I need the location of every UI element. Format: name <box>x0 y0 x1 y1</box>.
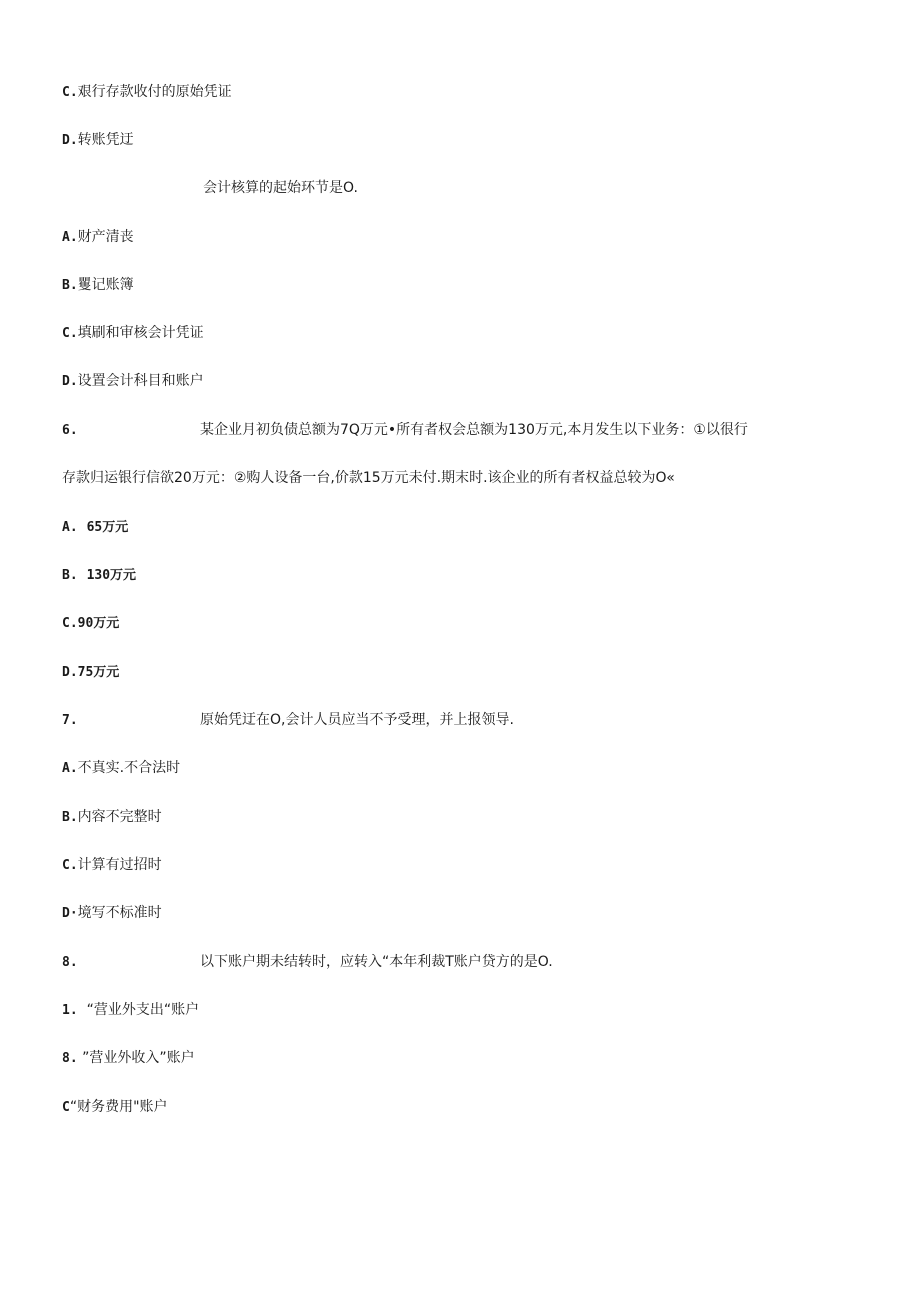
question-8 <box>62 952 553 973</box>
option-text: 内容不完整时 <box>77 809 162 825</box>
option-text: 境写不标准时 <box>77 905 162 921</box>
option-label: B. <box>62 278 78 293</box>
option-a <box>62 227 134 248</box>
option-text: 65万元 <box>86 520 129 535</box>
option-label: B. <box>62 810 78 825</box>
option-d <box>62 662 119 683</box>
option-b <box>62 807 162 828</box>
option-d <box>62 903 162 924</box>
option-text: 90万元 <box>77 616 120 631</box>
option-text: 矍记账簿 <box>77 277 134 293</box>
question-text: 原始凭迂在O,会计人员应当不予受理，并上报领导. <box>200 712 514 728</box>
option-label: D. <box>62 665 78 680</box>
question-text: 会计核算的起始环节是O. <box>203 180 358 196</box>
option-c <box>62 1097 168 1118</box>
option-label: 8. <box>62 1051 78 1066</box>
option-label: C. <box>62 326 78 341</box>
option-label: C. <box>62 858 78 873</box>
option-label: A. <box>62 761 78 776</box>
option-text: 计算有过招时 <box>77 857 162 873</box>
option-d <box>62 371 204 392</box>
option-c <box>62 82 232 103</box>
question-text: 某企业月初负债总额为7Q万元•所有者权会总额为130万元,本月发生以下业务：①以很行 <box>200 422 748 438</box>
option-text: 转账凭迂 <box>77 132 134 148</box>
option-a <box>62 517 128 538</box>
option-c <box>62 323 204 344</box>
option-label: 1. <box>62 1003 78 1018</box>
option-text: “财务费用"账户 <box>69 1099 168 1115</box>
option-1 <box>62 1000 199 1021</box>
option-label: C. <box>62 85 78 100</box>
option-text: 填刷和审核会计凭证 <box>77 325 204 341</box>
option-label: A. <box>62 230 78 245</box>
option-label: D. <box>62 374 78 389</box>
option-b <box>62 275 134 296</box>
option-c <box>62 613 119 634</box>
option-text: 不真实.不合法时 <box>77 760 181 776</box>
option-text: 130万元 <box>86 568 137 583</box>
question-text: 存款归运银行信欲20万元：②购人设备一台,价款15万元未付.期末时.该企业的所有者权益总较为O« <box>62 470 675 486</box>
option-text: 财产清丧 <box>77 229 134 245</box>
option-text: 75万元 <box>77 665 120 680</box>
question-number: 6. <box>62 423 78 438</box>
option-c <box>62 855 162 876</box>
option-b <box>62 565 136 586</box>
question-6-continued <box>62 468 675 488</box>
question-6 <box>62 420 748 441</box>
option-text: 艰行存款收付的原始凭证 <box>77 84 232 100</box>
question-text: 以下账户期未结转时，应转入“本年利裁T账户贷方的是O. <box>200 954 553 970</box>
option-label: A. <box>62 520 78 535</box>
option-a <box>62 758 180 779</box>
option-text: 设置会计科目和账户 <box>77 373 204 389</box>
question-number: 7. <box>62 713 78 728</box>
option-label: D. <box>62 133 78 148</box>
option-label: C <box>62 1100 70 1115</box>
option-d <box>62 130 134 151</box>
option-label: C. <box>62 616 78 631</box>
question-7 <box>62 710 514 731</box>
option-8 <box>62 1048 195 1069</box>
option-text: ”营业外收入”账户 <box>82 1050 195 1066</box>
option-label: B. <box>62 568 78 583</box>
option-label: D· <box>62 906 78 921</box>
option-text: “营业外支出“账户 <box>86 1002 200 1018</box>
question-stem <box>203 178 358 198</box>
question-number: 8. <box>62 955 78 970</box>
